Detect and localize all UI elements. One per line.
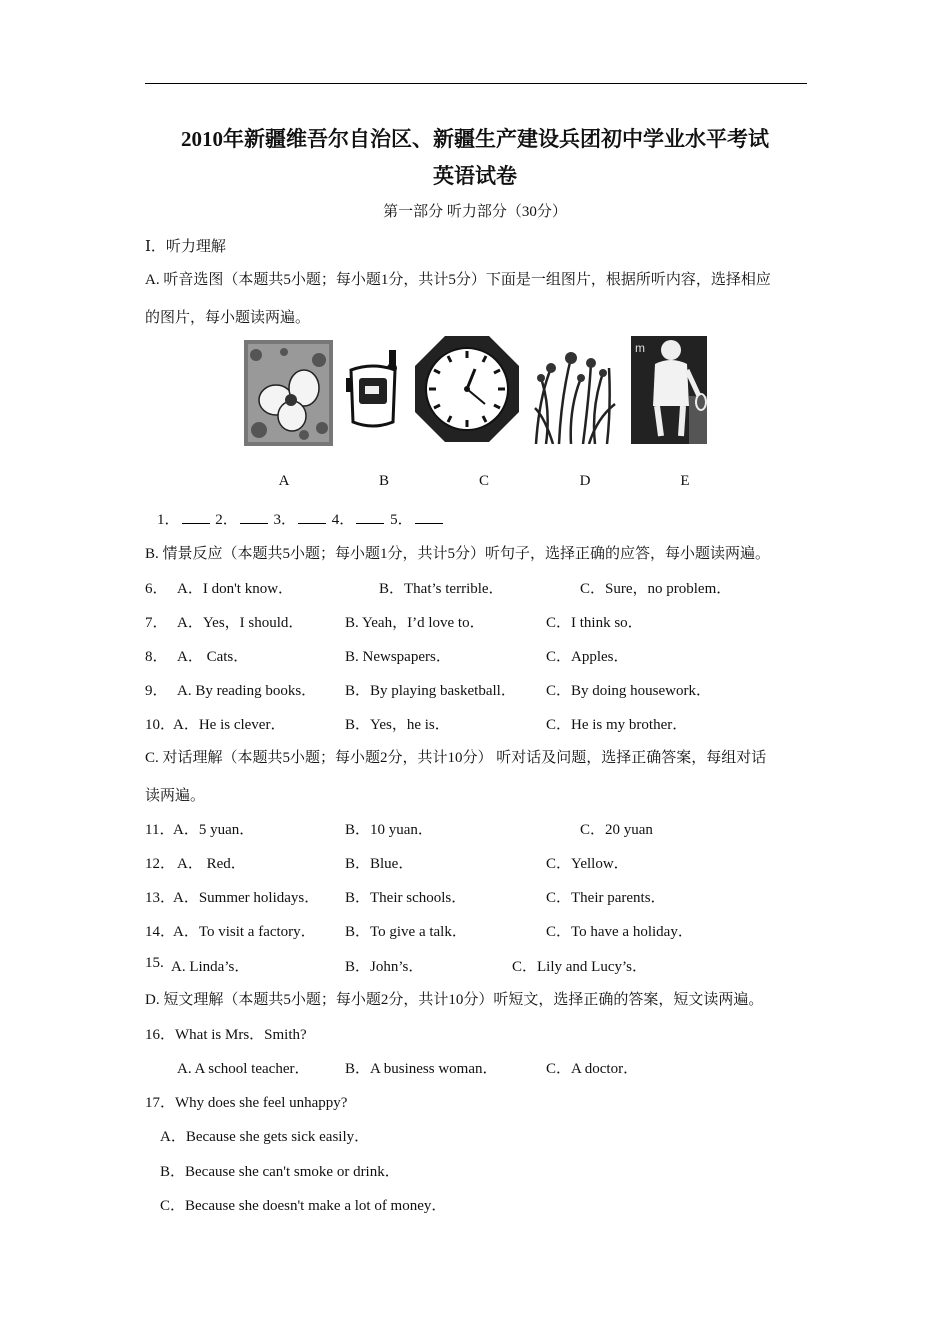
option-a: A．5 yuan． [173, 822, 255, 838]
option-a: A．Because she gets sick easily． [160, 1129, 370, 1145]
option-c: C．I think so． [546, 615, 643, 631]
answer-blank[interactable] [415, 509, 443, 524]
option-b: B．A business woman． [345, 1061, 498, 1077]
answer-blanks-row [157, 508, 445, 529]
option-a: A．I don't know． [177, 581, 294, 597]
option-b: B．To give a talk． [345, 924, 467, 940]
option-a: A. By reading books． [177, 683, 317, 699]
option-a: A． Red． [177, 856, 246, 872]
answer-number: 3． [273, 512, 297, 528]
svg-text:m: m [635, 341, 645, 355]
option-c: C．He is my brother． [546, 717, 688, 733]
option-c: C．Their parents． [546, 890, 666, 906]
option-a: A．To visit a factory． [173, 924, 316, 940]
section-a-instructions-cont: 的图片，每小题读两遍。 [145, 310, 311, 326]
option-b: B．John’s． [345, 959, 424, 975]
exam-subject: 英语试卷 [433, 164, 517, 188]
picture-label-b: B [378, 473, 389, 489]
part-heading: 第一部分 听力部分（30分） [383, 204, 567, 220]
section-b-instructions: B. 情景反应（本题共5小题；每小题1分，共计5分）听句子，选择正确的应答，每小题读两遍。 [145, 546, 771, 562]
section-d-instructions: D. 短文理解（本题共5小题；每小题2分，共计10分）听短文，选择正确的答案，短文读两遍。 [145, 992, 764, 1008]
question-number: 13． [145, 890, 176, 906]
option-c: C．Sure，no problem． [580, 581, 732, 597]
section-heading: Ⅰ．听力理解 [145, 239, 226, 255]
answer-blank[interactable] [240, 509, 268, 524]
picture-label-e: E [680, 473, 690, 489]
picture-label-d: D [579, 473, 591, 489]
option-a: A. Linda’s． [171, 959, 250, 975]
option-c: C．Apples． [546, 649, 629, 665]
option-c: C．Because she doesn't make a lot of money． [160, 1198, 447, 1214]
picture-label-a: A [278, 473, 290, 489]
question-17: 17．Why does she feel unhappy? [145, 1095, 348, 1111]
answer-blank[interactable] [298, 509, 326, 524]
section-c-instructions: C. 对话理解（本题共5小题；每小题2分，共计10分） 听对话及问题，选择正确答案，每组对话 [145, 750, 767, 766]
answer-blank[interactable] [182, 509, 210, 524]
question-number: 11． [145, 822, 175, 838]
question-number: 8． [145, 649, 168, 665]
answer-number: 5． [390, 512, 413, 528]
picture-d-plants [531, 338, 617, 444]
header-rule [145, 83, 807, 84]
option-b: B．Because she can't smoke or drink． [160, 1164, 400, 1180]
question-number: 10． [145, 717, 176, 733]
question-number: 15. [145, 955, 164, 971]
answer-number: 4． [331, 512, 355, 528]
option-b: B．Blue． [345, 856, 414, 872]
section-c-instructions-cont: 读两遍。 [145, 788, 206, 804]
option-c: C．Lily and Lucy’s． [512, 959, 647, 975]
option-c: C．Yellow． [546, 856, 629, 872]
answer-number: 1． [157, 512, 180, 528]
option-b: B．That’s terrible． [379, 581, 504, 597]
option-a: A．Yes，I should． [177, 615, 304, 631]
picture-label-c: C [478, 473, 489, 489]
option-b: B. Yeah，I’d love to． [345, 615, 485, 631]
answer-number: 2． [215, 512, 238, 528]
picture-e-tennis-player [631, 336, 707, 444]
question-number: 9． [145, 683, 168, 699]
option-c: C．A doctor． [546, 1061, 639, 1077]
option-a: A．He is clever． [173, 717, 286, 733]
picture-c-clock [413, 334, 521, 444]
option-c: C．20 yuan [580, 822, 653, 838]
option-b: B. Newspapers． [345, 649, 451, 665]
option-b: B．Their schools． [345, 890, 467, 906]
option-b: B．10 yuan． [345, 822, 433, 838]
question-number: 12． [145, 856, 176, 872]
picture-a-flower [244, 340, 333, 446]
question-number: 6． [145, 581, 168, 597]
section-a-instructions: A. 听音选图（本题共5小题；每小题1分，共计5分）下面是一组图片，根据所听内容，选择相应 [145, 272, 771, 288]
option-a: A． Cats． [177, 649, 249, 665]
option-c: C．By doing housework． [546, 683, 712, 699]
option-b: B．By playing basketball． [345, 683, 516, 699]
option-b: B．Yes，he is． [345, 717, 450, 733]
question-16: 16．What is Mrs．Smith? [145, 1027, 307, 1043]
answer-blank[interactable] [356, 509, 384, 524]
option-a: A. A school teacher． [177, 1061, 310, 1077]
exam-title: 2010年新疆维吾尔自治区、新疆生产建设兵团初中学业水平考试 [181, 127, 769, 151]
question-number: 7． [145, 615, 168, 631]
picture-b-phone [343, 348, 403, 428]
question-number: 14． [145, 924, 176, 940]
option-a: A．Summer holidays． [173, 890, 320, 906]
option-c: C．To have a holiday． [546, 924, 693, 940]
